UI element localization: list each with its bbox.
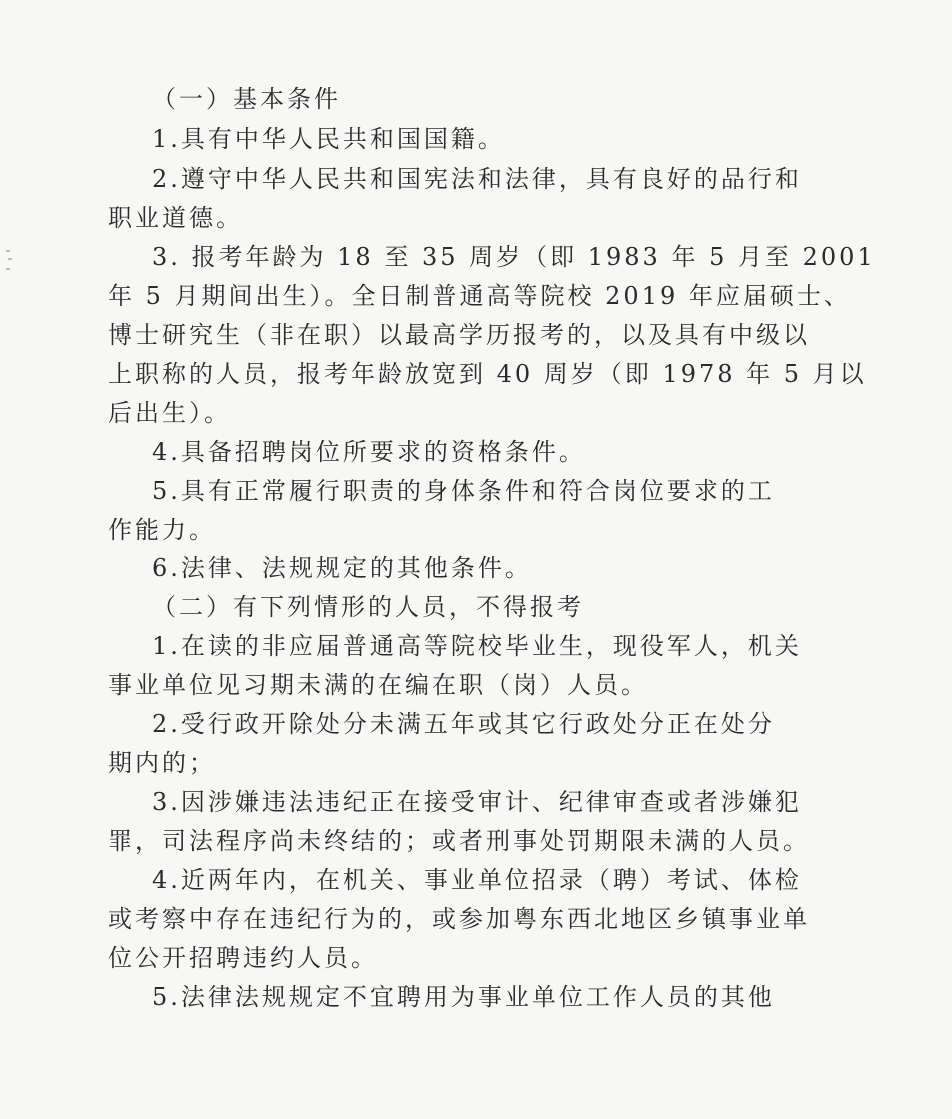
text-line: 期内的； — [108, 749, 216, 777]
text-line: 3.因涉嫌违法违纪正在接受审计、纪律审查或者涉嫌犯 — [152, 788, 802, 816]
text-line: 5.具有正常履行职责的身体条件和符合岗位要求的工 — [152, 477, 775, 505]
text-line: 上职称的人员，报考年龄放宽到 40 周岁（即 1978 年 5 月以 — [108, 360, 867, 388]
text-line: 4.近两年内，在机关、事业单位招录（聘）考试、体检 — [152, 866, 802, 894]
text-line: 事业单位见习期未满的在编在职（岗）人员。 — [108, 671, 648, 699]
section-heading-basic-conditions: （一）基本条件 — [152, 85, 341, 113]
text-line: 3. 报考年龄为 18 至 35 周岁（即 1983 年 5 月至 2001 — [152, 243, 876, 271]
text-line: 位公开招聘违约人员。 — [108, 944, 378, 972]
text-line: 作能力。 — [108, 516, 216, 544]
text-line: 4.具备招聘岗位所要求的资格条件。 — [152, 438, 586, 466]
text-line: 或考察中存在违纪行为的，或参加粤东西北地区乡镇事业单 — [108, 905, 810, 933]
section-heading-disqualifications: （二）有下列情形的人员，不得报考 — [152, 593, 584, 621]
text-line: 1.在读的非应届普通高等院校毕业生，现役军人，机关 — [152, 632, 802, 660]
text-line: 职业道德。 — [108, 204, 243, 232]
text-line: 罪，司法程序尚未终结的；或者刑事处罚期限未满的人员。 — [108, 827, 810, 855]
text-line: 5.法律法规规定不宜聘用为事业单位工作人员的其他 — [152, 983, 775, 1011]
text-line: 后出生）。 — [108, 399, 231, 427]
text-line: 博士研究生（非在职）以最高学历报考的，以及具有中级以 — [108, 321, 810, 349]
text-line: 2.受行政开除处分未满五年或其它行政处分正在处分 — [152, 710, 775, 738]
text-line: 2.遵守中华人民共和国宪法和法律，具有良好的品行和 — [152, 165, 802, 193]
text-line: 6.法律、法规规定的其他条件。 — [152, 554, 532, 582]
text-line: 1.具有中华人民共和国国籍。 — [152, 125, 505, 153]
text-line: 年 5 月期间出生）。全日制普通高等院校 2019 年应届硕士、 — [108, 282, 851, 310]
